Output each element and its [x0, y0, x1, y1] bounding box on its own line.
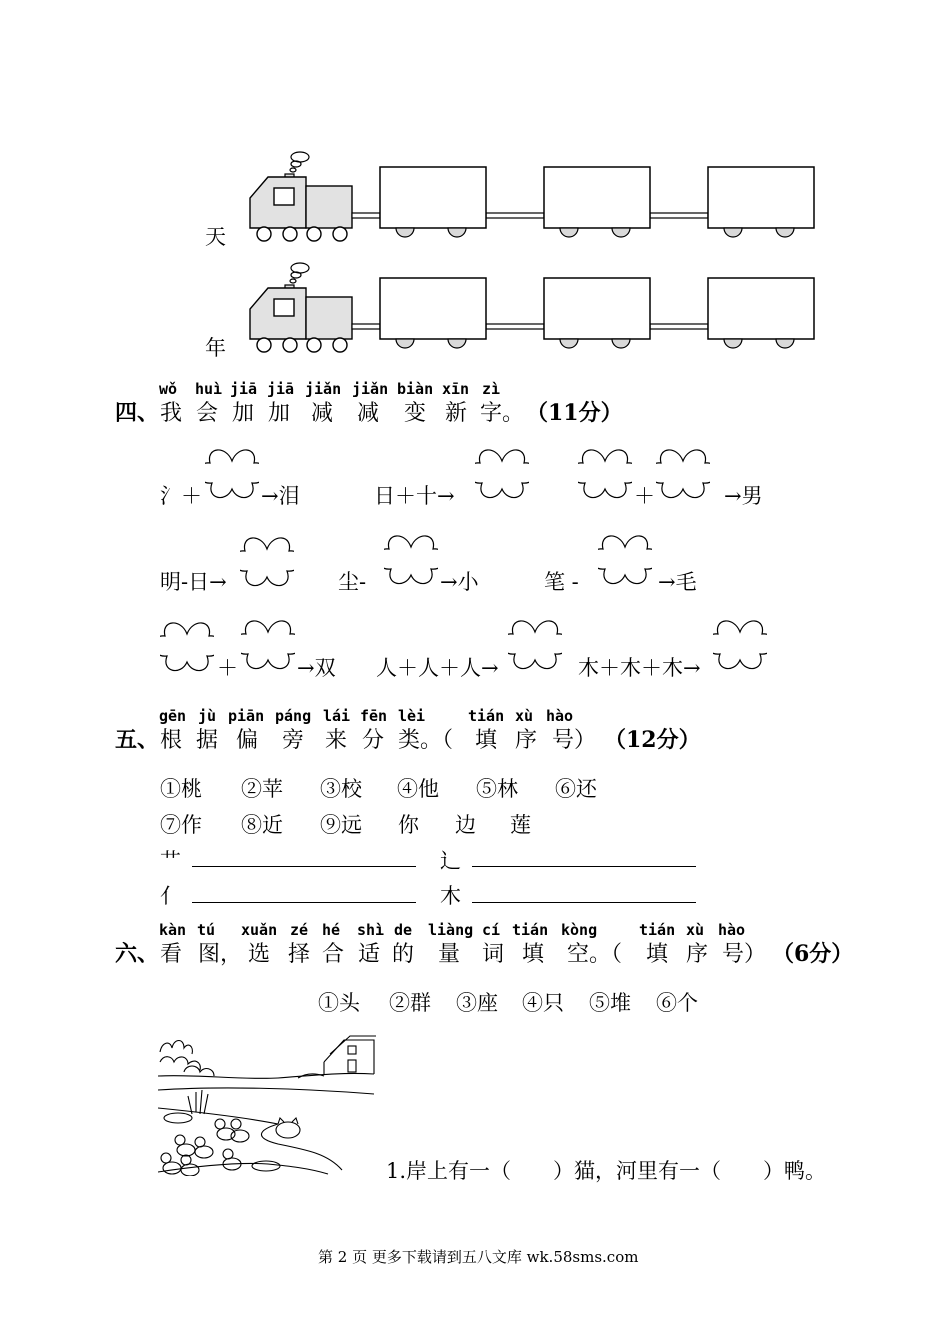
s4-r3-a2: →双 [297, 656, 336, 680]
char: 类。（ [398, 728, 454, 753]
char: 序 [515, 728, 538, 753]
pinyin: fēn [360, 707, 388, 725]
pinyin: jiǎn [305, 380, 342, 398]
pinyin: kàn [159, 921, 187, 939]
char: 加 [268, 401, 291, 426]
pinyin: jiā [230, 380, 258, 398]
option: 边 [455, 813, 476, 837]
option: ④只 [522, 991, 564, 1015]
section-5-score: （12分） [604, 727, 701, 753]
pinyin: xīn [442, 380, 470, 398]
section-6-number: 六、 [115, 941, 160, 967]
option: ①桃 [160, 777, 202, 801]
pond-scene-image [158, 1032, 380, 1176]
flower-blank[interactable] [384, 533, 438, 585]
train-1 [250, 152, 814, 241]
train-1-char: 天 [205, 225, 226, 249]
radical-label: 艹 [160, 849, 181, 873]
s4-r1-a1: 氵＋ [160, 484, 202, 508]
s4-r1-b1: 日＋十→ [374, 484, 455, 508]
char: 减 [311, 401, 334, 426]
char: 分 [362, 728, 385, 753]
pinyin: tián [639, 921, 676, 939]
pinyin: shì [357, 921, 385, 939]
char: 填 [522, 942, 545, 967]
pinyin: jiǎn [352, 380, 389, 398]
option: ⑨远 [320, 813, 362, 837]
pinyin: gēn [159, 707, 187, 725]
s4-r1-a2: →泪 [261, 484, 300, 508]
pinyin: zé [290, 921, 309, 939]
char: 合 [322, 942, 345, 967]
pinyin: tián [512, 921, 549, 939]
s4-r2-c1: 笔 - [544, 570, 579, 594]
char: 填 [475, 728, 498, 753]
char: 根 [160, 728, 183, 753]
char: 减 [357, 401, 380, 426]
char: 择 [288, 942, 311, 967]
option: ②苹 [241, 777, 283, 801]
s4-r3-a1: ＋ [217, 656, 238, 680]
pinyin: xù [515, 707, 534, 725]
pinyin: páng [275, 707, 312, 725]
question-1: 1.岸上有一（ ）猫，河里有一（ ）鸭。 [386, 1159, 827, 1183]
answer-line[interactable] [192, 866, 416, 867]
flower-blank[interactable] [205, 447, 259, 499]
option: ①头 [318, 991, 360, 1015]
radical-label: 木 [440, 884, 461, 908]
option: ⑦作 [160, 813, 202, 837]
flower-blank[interactable] [713, 618, 767, 670]
page-footer: 第 2 页 更多下载请到五八文库 wk.58sms.com [318, 1248, 639, 1266]
pinyin: tián [468, 707, 505, 725]
section-5-number: 五、 [115, 727, 160, 753]
pinyin: hào [546, 707, 574, 725]
pinyin: piān [228, 707, 265, 725]
char: 看 [160, 942, 183, 967]
flower-blank[interactable] [475, 447, 529, 499]
flower-blank[interactable] [508, 618, 562, 670]
pinyin: jù [198, 707, 217, 725]
pinyin: jiā [267, 380, 295, 398]
char: 字。 [480, 401, 525, 426]
char: 新 [445, 401, 468, 426]
section-6-score: （6分） [772, 941, 854, 967]
char: 选 [248, 942, 271, 967]
option: 你 [398, 813, 419, 837]
char: 偏 [236, 728, 259, 753]
train-2-char: 年 [205, 336, 226, 360]
pinyin: hé [322, 921, 341, 939]
flower-blank[interactable] [598, 533, 652, 585]
option: ④他 [397, 777, 439, 801]
answer-line[interactable] [192, 902, 416, 903]
pinyin: xù [686, 921, 705, 939]
char: 来 [325, 728, 348, 753]
char: 适 [358, 942, 381, 967]
s4-r3-b1: 人＋人＋人→ [376, 656, 499, 680]
pinyin: hào [718, 921, 746, 939]
char: 空。（ [567, 942, 623, 967]
option: ⑥还 [555, 777, 597, 801]
char: 量 [438, 942, 461, 967]
pinyin: zì [482, 380, 501, 398]
s4-r1-c1: ＋ [634, 484, 655, 508]
section-4-score: （11分） [526, 400, 623, 426]
pinyin: liàng [428, 921, 474, 939]
answer-line[interactable] [472, 902, 696, 903]
char: 序 [686, 942, 709, 967]
char: 会 [196, 401, 219, 426]
option: ③校 [320, 777, 362, 801]
s4-r2-c2: →毛 [658, 570, 697, 594]
answer-line[interactable] [472, 866, 696, 867]
pinyin: cí [482, 921, 501, 939]
radical-label: 辶 [440, 849, 461, 873]
char: 词 [482, 942, 505, 967]
s4-r3-c1: 木＋木＋木→ [578, 656, 701, 680]
train-illustrations [0, 0, 950, 370]
pinyin: biàn [397, 380, 434, 398]
char: 旁 [282, 728, 305, 753]
flower-blank[interactable] [578, 447, 632, 499]
char: 填 [646, 942, 669, 967]
option: ⑧近 [241, 813, 283, 837]
section-4-number: 四、 [115, 400, 160, 426]
flower-blank[interactable] [241, 618, 295, 670]
option: ⑥个 [656, 991, 698, 1015]
char: 据 [196, 728, 219, 753]
option: ③座 [456, 991, 498, 1015]
char: 号） [722, 942, 767, 967]
flower-blank[interactable] [240, 535, 294, 587]
option: ⑤林 [476, 777, 518, 801]
train-2 [250, 263, 814, 352]
pinyin: kòng [561, 921, 598, 939]
pinyin: tú [197, 921, 216, 939]
radical-label: 亻 [160, 884, 181, 908]
pinyin: de [394, 921, 413, 939]
pinyin: wǒ [159, 380, 178, 398]
s4-r1-c2: →男 [724, 484, 763, 508]
pinyin: lèi [398, 707, 426, 725]
option: ②群 [389, 991, 431, 1015]
char: 我 [160, 401, 183, 426]
flower-blank[interactable] [656, 447, 710, 499]
option: 莲 [510, 813, 531, 837]
option: ⑤堆 [589, 991, 631, 1015]
flower-blank[interactable] [160, 620, 214, 672]
char: 图， [198, 942, 243, 967]
pinyin: xuǎn [241, 921, 278, 939]
s4-r2-a1: 明-日→ [160, 570, 227, 594]
pinyin: lái [323, 707, 351, 725]
char: 的 [392, 942, 415, 967]
char: 加 [232, 401, 255, 426]
s4-r2-b2: →小 [440, 570, 479, 594]
s4-r2-b1: 尘- [338, 570, 367, 594]
pinyin: huì [195, 380, 223, 398]
char: 号） [552, 728, 597, 753]
char: 变 [404, 401, 427, 426]
